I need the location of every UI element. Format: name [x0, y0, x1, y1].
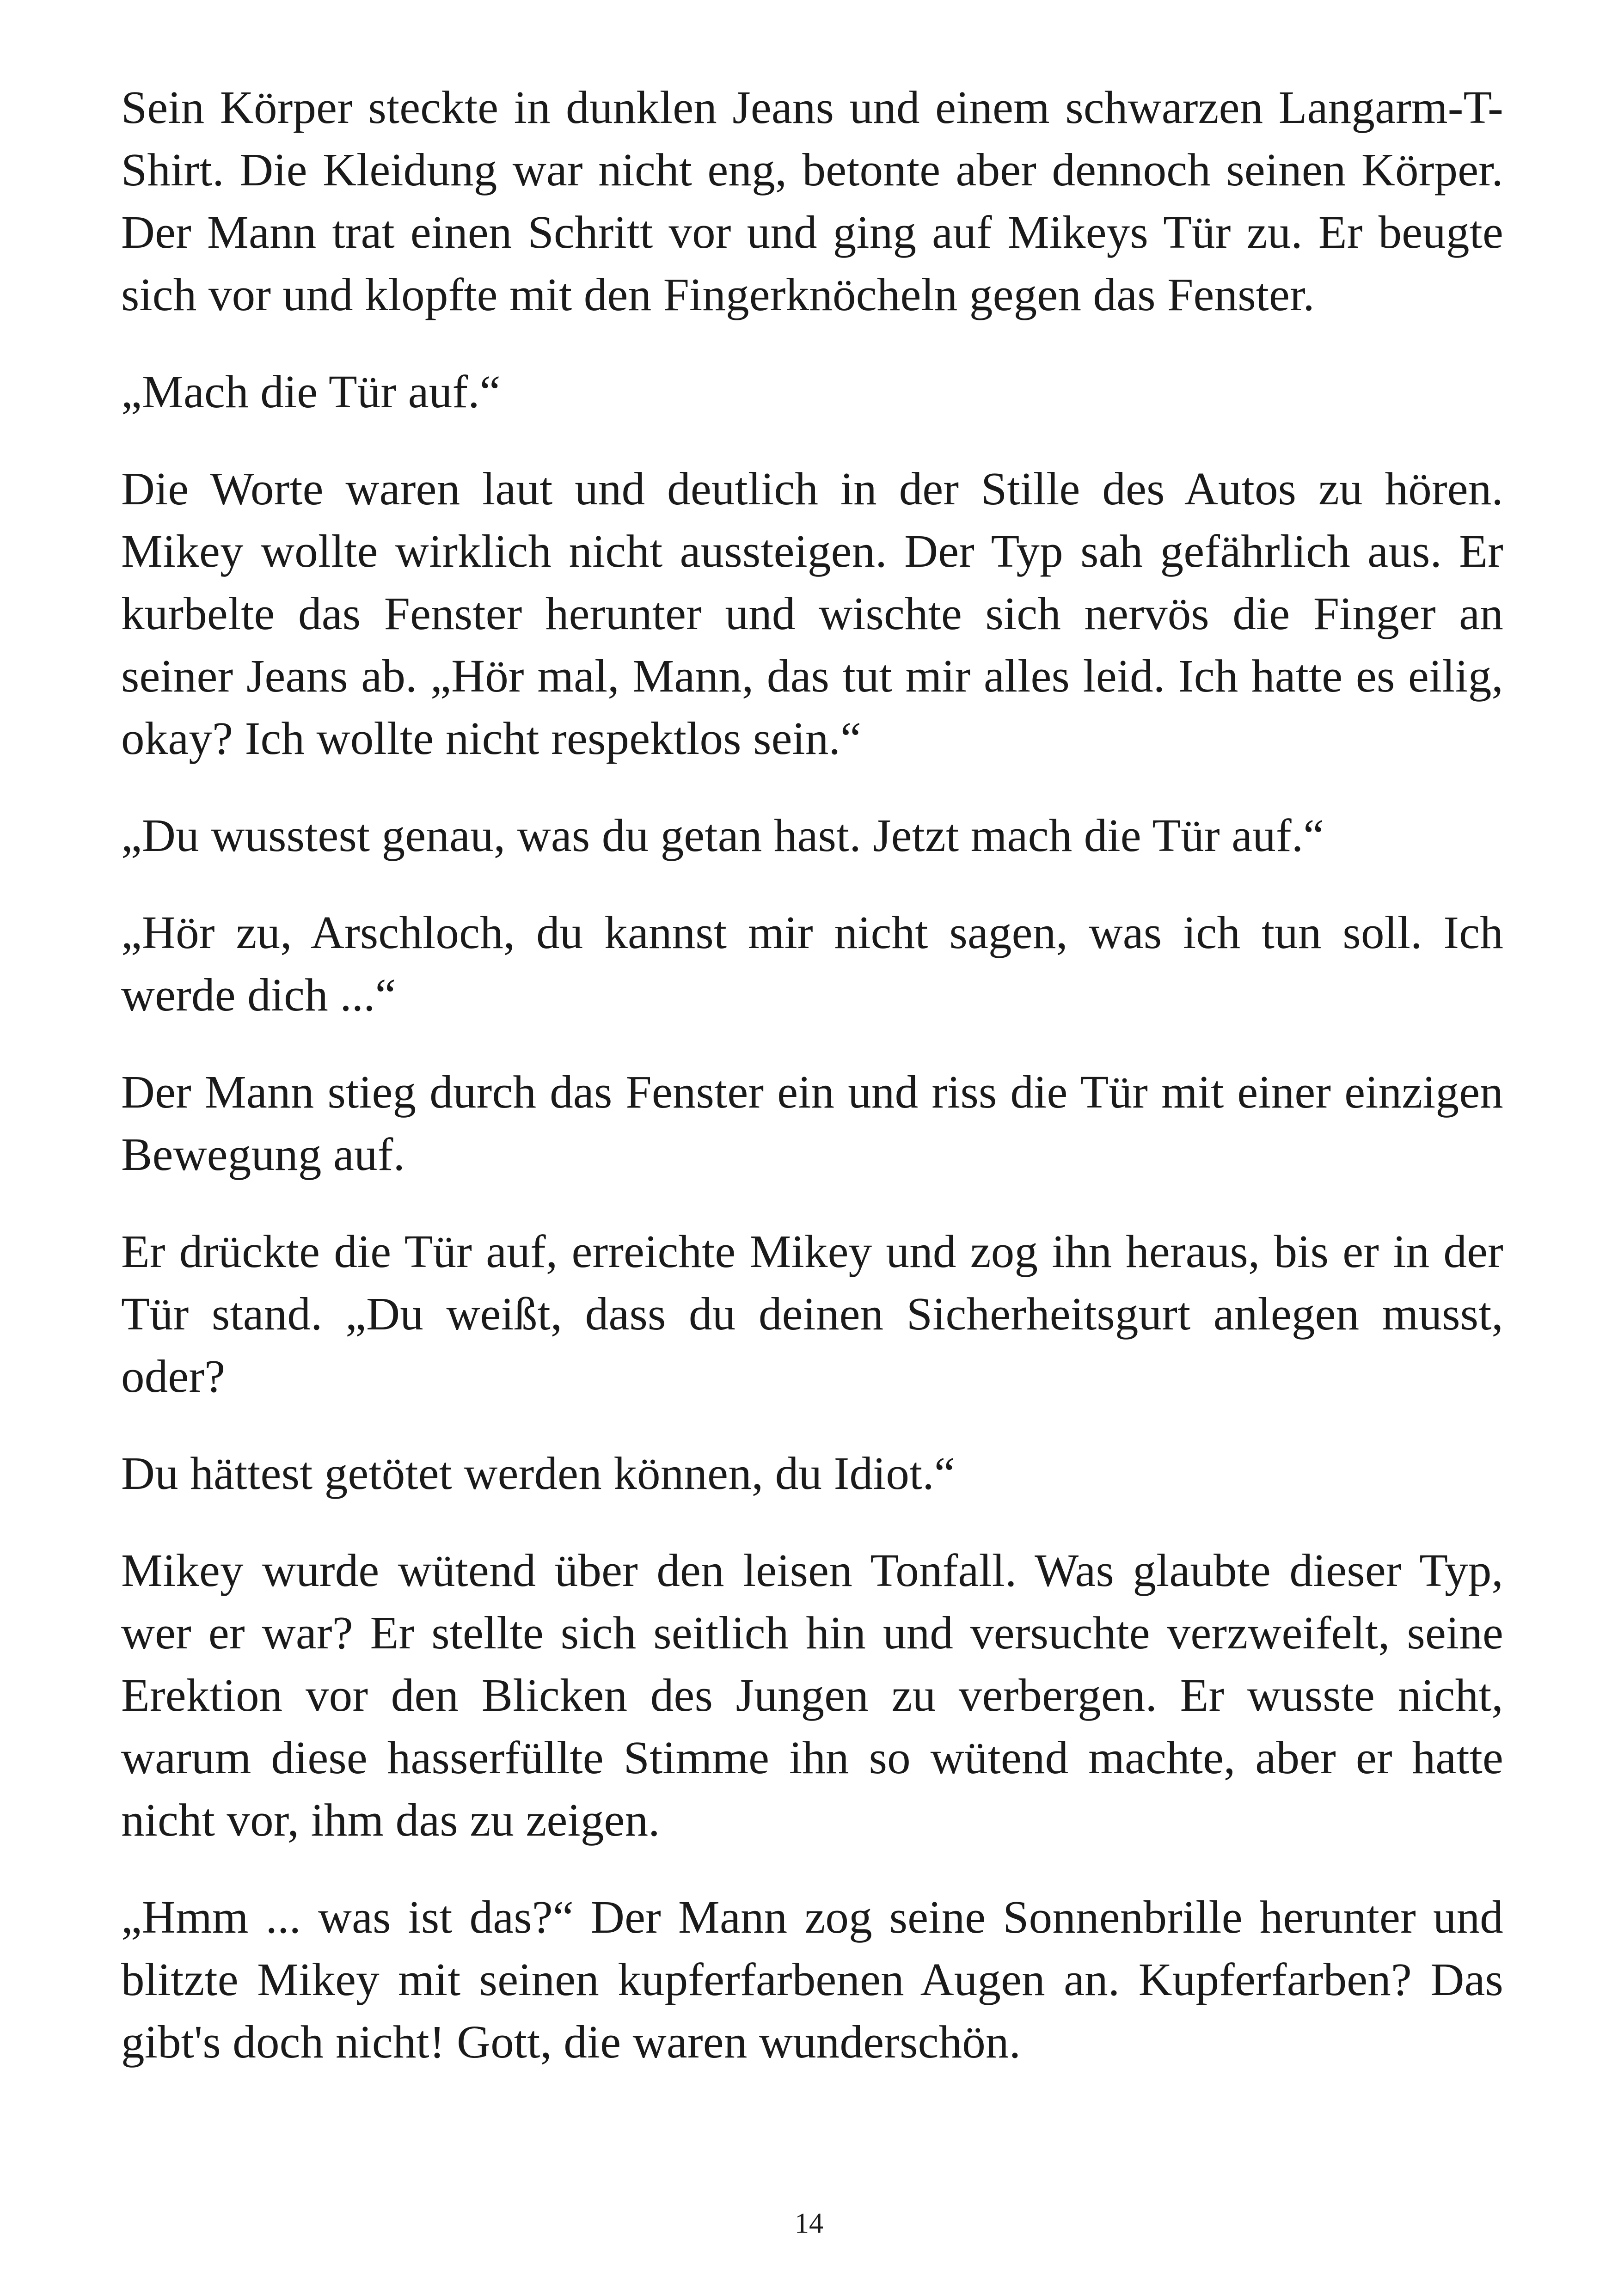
page-number: 14 — [795, 2208, 823, 2239]
paragraph: „Du wusstest genau, was du getan hast. Jetzt mach die Tür auf.“ — [121, 809, 1324, 861]
paragraph: Mikey wurde wütend über den leisen Tonfall. Was glaubte dieser Typ, wer er war? Er stellte sich seitlich hin und versuchte verzweifelt, seine Erektion vor den Blicken des Jungen zu verbergen. Er wusste nicht, warum diese hasserfüllte Stimme ihn so wütend machte, aber er hatte nicht vor, ihm das zu zeigen. — [121, 1544, 1503, 1846]
paragraph: „Mach die Tür auf.“ — [121, 366, 501, 417]
body-text — [121, 76, 1503, 2108]
paragraph: Du hättest getötet werden können, du Idiot.“ — [121, 1447, 955, 1499]
paragraph: Er drückte die Tür auf, erreichte Mikey und zog ihn heraus, bis er in der Tür stand. „Du weißt, dass du deinen Sicherheitsgurt anlegen musst, oder? — [121, 1225, 1503, 1402]
paragraph: Die Worte waren laut und deutlich in der Stille des Autos zu hören. Mikey wollte wirklich nicht aussteigen. Der Typ sah gefährlich aus. Er kurbelte das Fenster herunter und wischte sich nervös die Finger an seiner Jeans ab. „Hör mal, Mann, das tut mir alles leid. Ich hatte es eilig, okay? Ich wollte nicht respektlos sein.“ — [121, 463, 1503, 764]
paragraph: Sein Körper steckte in dunklen Jeans und einem schwarzen Langarm-T-Shirt. Die Kleidung war nicht eng, betonte aber dennoch seinen Körper. Der Mann trat einen Schritt vor und ging auf Mikeys Tür zu. Er beugte sich vor und klopfte mit den Fingerknöcheln gegen das Fenster. — [121, 81, 1503, 320]
paragraph: „Hör zu, Arschloch, du kannst mir nicht sagen, was ich tun soll. Ich werde dich ...“ — [121, 906, 1503, 1021]
paragraph: Der Mann stieg durch das Fenster ein und riss die Tür mit einer einzigen Bewegung auf. — [121, 1066, 1503, 1180]
paragraph: „Hmm ... was ist das?“ Der Mann zog seine Sonnenbrille herunter und blitzte Mikey mit seinen kupferfarbenen Augen an. Kupferfarben? Das gibt's doch nicht! Gott, die waren wunderschön. — [121, 1891, 1503, 2068]
